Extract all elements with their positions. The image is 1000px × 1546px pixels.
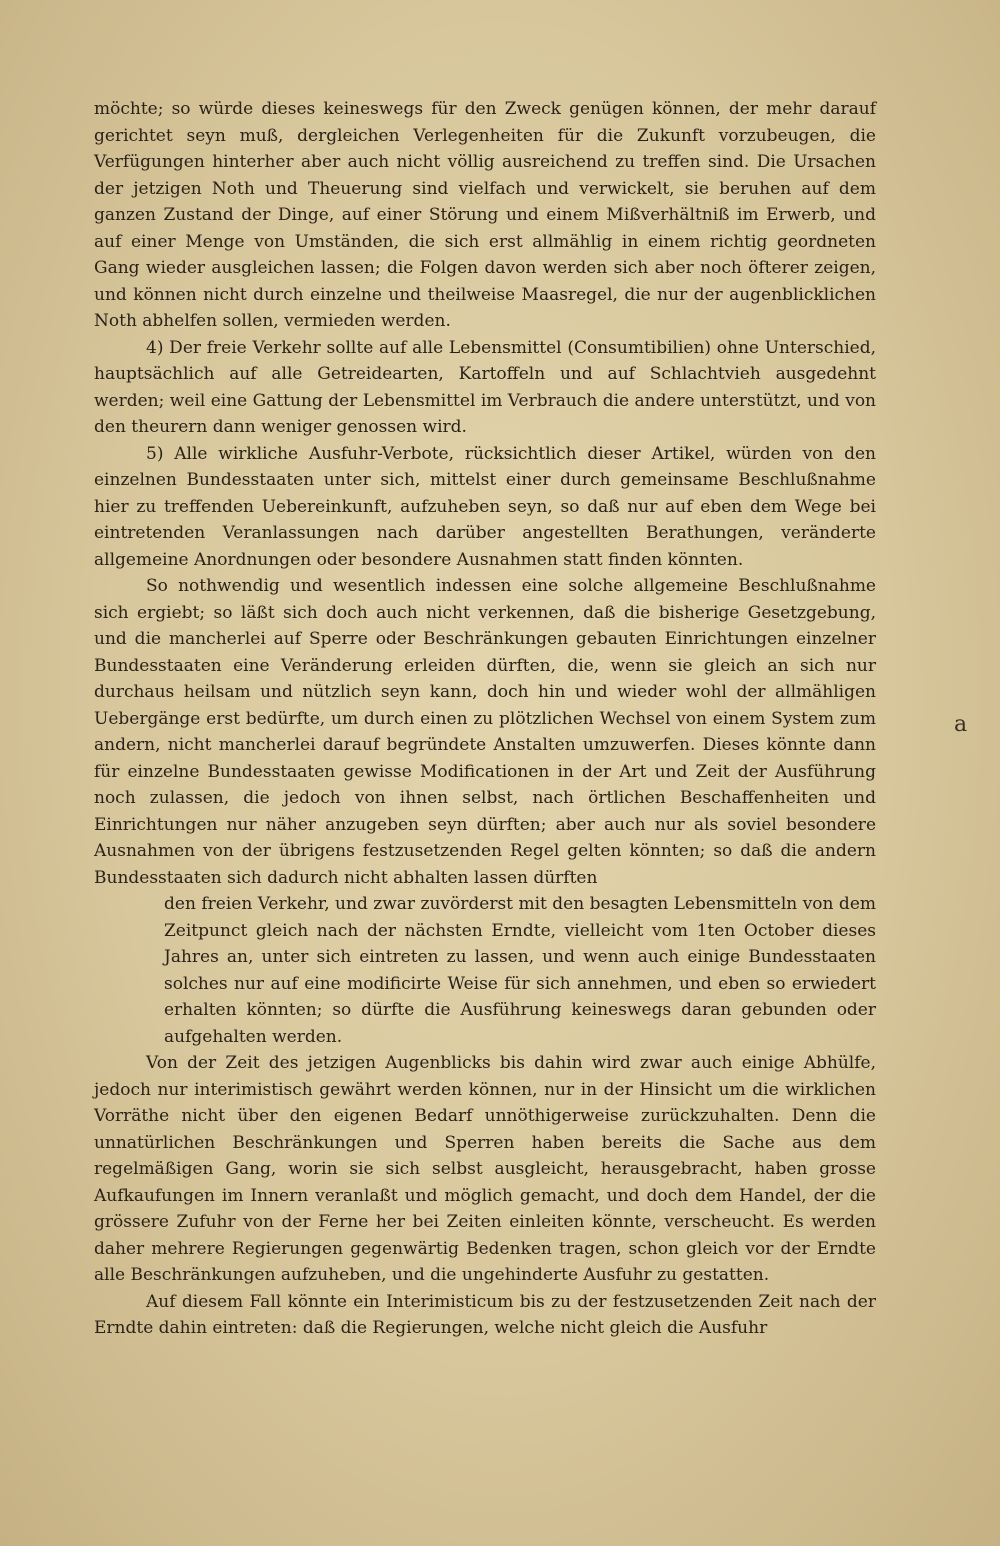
paragraph-4: So nothwendig und wesentlich indessen eine solche allgemeine Beschlußnahme sich ergiebt; so läßt sich doch auch nicht verkennen, daß die bisherige Gesetzgebung, und die mancherlei auf Sperre oder Beschränkungen gebauten Einrichtungen einzelner Bundesstaaten eine Veränderung erleiden dürften, die, wenn sie gleich an sich nur durchaus heilsam und nützlich seyn kann, doch hin und wieder wohl der allmähligen Uebergänge erst bedürfte, um durch einen zu plötzlichen Wechsel von einem System zum andern, nicht mancherlei darauf begründete Anstalten umzuwerfen. Dieses könnte dann für einzelne Bundesstaaten gewisse Modificationen in der Art und Zeit der Ausführung noch zulassen, die jedoch von ihnen selbst, nach örtlichen Beschaffenheiten und Einrichtungen nur näher anzugeben seyn dürften; aber auch nur als soviel besondere Ausnahmen von der übrigens festzusetzenden Regel gelten könnten; so daß die andern Bundesstaaten sich dadurch nicht abhalten lassen dürften [94, 576, 876, 888]
paragraph-5: den freien Verkehr, und zwar zuvörderst mit den besagten Lebensmitteln von dem Zeitpunct gleich nach der nächsten Erndte, vielleicht vom 1ten October dieses Jahres an, unter sich eintreten zu lassen, und wenn auch einige Bundesstaaten solches nur auf eine modificirte Weise für sich annehmen, und eben so erwiedert erhalten könnten; so dürfte die Ausführung keineswegs daran gebunden oder aufgehalten werden. [164, 894, 876, 1047]
paragraph-1: möchte; so würde dieses keineswegs für den Zweck genügen können, der mehr darauf gerichtet seyn muß, dergleichen Verlegenheiten für die Zukunft vorzubeugen, die Verfügungen hinterher aber auch nicht völlig ausreichend zu treffen sind. Die Ursachen der jetzigen Noth und Theuerung sind vielfach und verwickelt, sie beruhen auf dem ganzen Zustand der Dinge, auf einer Störung und einem Mißverhältniß im Erwerb, und auf einer Menge von Umständen, die sich erst allmählig in einem richtig geordneten Gang wieder ausgleichen lassen; die Folgen davon werden sich aber noch öfterer zeigen, und können nicht durch einzelne und theilweise Maasregel, die nur der augenblicklichen Noth abhelfen sollen, vermieden werden. [94, 99, 876, 331]
paragraph-7: Auf diesem Fall könnte ein Interimisticum bis zu der festzusetzenden Zeit nach der Erndte dahin eintreten: daß die Regierungen, welche nicht gleich die Ausfuhr [94, 1291, 876, 1338]
paragraph-3: 5) Alle wirkliche Ausfuhr-Verbote, rücksichtlich dieser Artikel, würden von den einzelnen Bundesstaaten unter sich, mittelst einer durch gemeinsame Beschlußnahme hier zu treffenden Uebereinkunft, aufzuheben seyn, so daß nur auf eben dem Wege bei eintretenden Veranlassungen nach darüber angestellten Berathungen, veränderte allgemeine Anordnungen oder besondere Ausnahmen statt finden könnten. [94, 443, 876, 570]
paragraph-6: Von der Zeit des jetzigen Augenblicks bis dahin wird zwar auch einige Abhülfe, jedoch nur interimistisch gewährt werden können, nur in der Hinsicht um die wirklichen Vorräthe nicht über den eigenen Bedarf unnöthigerweise zurückzuhalten. Denn die unnatürlichen Beschränkungen und Sperren haben bereits die Sache aus dem regelmäßigen Gang, worin sie sich selbst ausgleicht, herausgebracht, haben grosse Aufkaufungen im Innern veranlaßt und möglich gemacht, und doch dem Handel, der die grössere Zufuhr von der Ferne her bei Zeiten einleiten könnte, verscheucht. Es werden daher mehrere Regierungen gegenwärtig Bedenken tragen, schon gleich vor der Erndte alle Beschränkungen aufzuheben, und die ungehinderte Ausfuhr zu gestatten. [94, 1053, 876, 1285]
margin-mark: a [954, 712, 968, 737]
paragraph-2: 4) Der freie Verkehr sollte auf alle Lebensmittel (Consumtibilien) ohne Unterschied, hauptsächlich auf alle Getreidearten, Kartoffeln und auf Schlachtvieh ausgedehnt werden; weil eine Gattung der Lebensmittel im Verbrauch die andere unterstützt, und von den theurern dann weniger genossen wird. [94, 337, 876, 437]
page-text [94, 96, 876, 1342]
